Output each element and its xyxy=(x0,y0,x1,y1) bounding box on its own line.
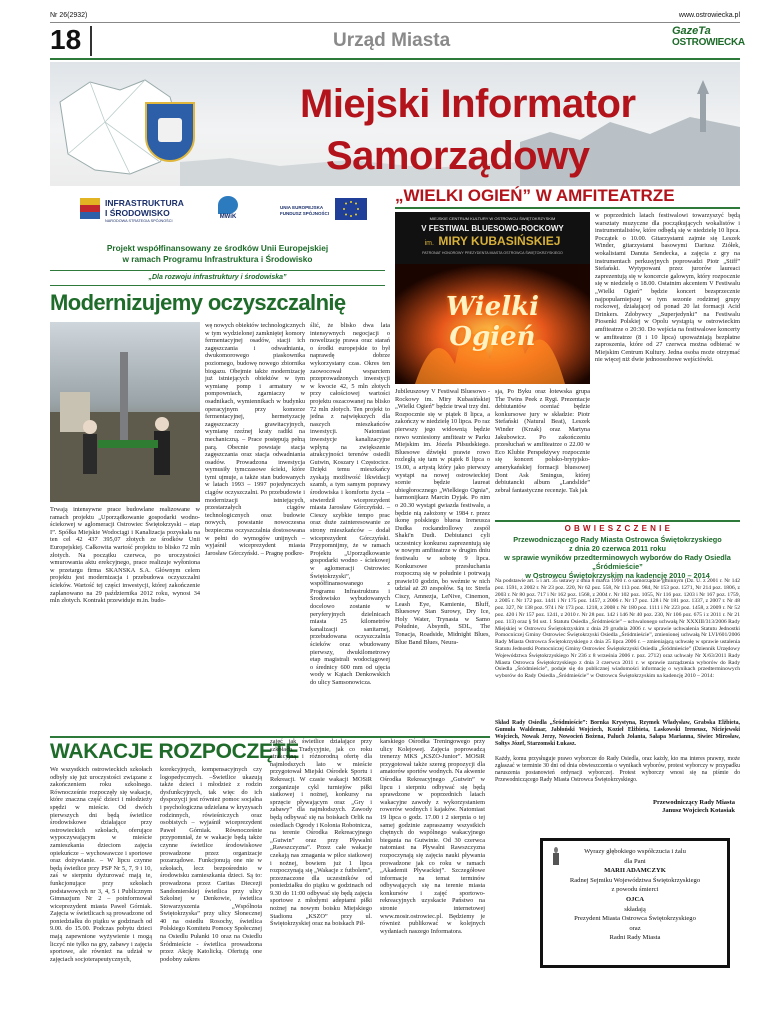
notice-sign2: Janusz Wojciech Kotasiak xyxy=(662,807,735,814)
notice-sub1: Przewodniczącego Rady Miasta Ostrowca Świętokrzyskiego xyxy=(513,535,722,544)
summer-headline: WAKACJE ROZPOCZĘTE xyxy=(50,740,299,763)
sewage-column-3: ślić, że blisko dwa lata intensywnych negocjacji o nowelizację prawa oraz starań o środki europejskie to był naprawdę dobrze wykorzystany czas. Okres ten zaowocował wsparciem przeprowadzonych inwestycji w kwocie 42, 5 mln złotych przy całościowej wartości projektu oszacowanej na blisko 72 mln złotych. Ten projekt to jedna z największych dla naszych mieszkańców inwestycji. Natomiast inwestycje kanalizacyjne wpłyną na zwiększenie atrakcyjności terenów osiedli Gutwin, Koszary i Częstocice. Dzięki temu mieszkańcy zyskają możliwość likwidacji szamb, a tym samym poprawy środowiska i komfortu życia – stwierdził wiceprezydent miasta Jarosław Górczyński. – Cieszy szybkie tempo prac oraz duże zainteresowanie ze strony mieszkańców – dodał wiceprezydent Górczyński. Przypomnijmy, że w ramach Projektu „Uporządkowanie gospodarki wodno - ściekowej w aglomeracji Ostrowiec Świętokrzyski”, współfinansowanego z Programu Infrastruktura i Środowisko wybudowanych docelowo zostanie w peryferyjnych dzielnicach miasta 25 kilometrów kanalizacji sanitarnej, przebudowana oczyszczalnia ścieków oraz wbudowany pierwszy, dwukilometrowy etap magistrali wodociągowej o średnicy 600 mm od ujęcia wody w Kątach Denkowskich do ulicy Samsonowicza. xyxy=(310,322,390,686)
sewage-column-2: wę nowych obiektów technologicznych w tym wydzielonej zamkniętej komory fermentacyjnej osadów, stacji ich zagęszczania i odwadniania, dwukomorowego piaskownika poziomego, budowę nowego zbiornika biogazu. Obejmie także modernizację już istniejących obiektów w tym wymianę pomp i armatury w pompowniach, zgarniaczy w osadnikach, wymiennikach w budynku operacyjnym przy komorze fermentacyjnej, hermetyzację zagęszczaczy grawitacyjnych, wymianę rzeźnej kraty radiki na mechaniczną. – Prace postępują pełną parą. Obecnie powstaje stacja zagęszczania oraz stacja odwadniania osadów. Prowadzona inwestycja wymusiły tymczasowe ścieki, które tymi ujmuje, a także stan budowanych w latach 1993 – 1997 pojedynczych ciągów oczyszczalni. Po przebudowie i modernizacji istniejących, przestarzałych ciągów technologicznych oraz budowie nowych, powstanie nowoczesna bezpieczna oczyszczalnia dostosowana w pełni do wymogów unijnych – wyjaśnił wiceprezydent miasta Jarosław Górczyński. – Pragnę podkre- xyxy=(205,322,305,557)
page-number: 18 xyxy=(50,24,82,55)
sewage-photo xyxy=(50,322,200,502)
condolence-l10: Radni Rady Miasta xyxy=(609,934,661,942)
notice-sign1: Przewodniczący Rady Miasta xyxy=(653,799,735,806)
notice-sub4: w Ostrowcu Świętokrzyskim na kadencję 2010 – 2014 xyxy=(525,571,710,580)
section-title: Urząd Miasta xyxy=(333,30,451,51)
condolence-l5: z powodu śmierci xyxy=(611,886,659,894)
festival-poster xyxy=(395,212,590,384)
condolence-l9: oraz xyxy=(629,924,641,932)
notice-sub2: z dnia 20 czerwca 2011 roku xyxy=(569,544,666,553)
condolence-l1: Wyrazy głębokiego współczucia i żalu xyxy=(584,848,686,855)
eu-caption-line2: w ramach Programu Infrastruktura i Środowisko xyxy=(122,254,313,264)
poster-name-prefix: im. xyxy=(424,240,434,247)
eu-rule-bottom xyxy=(50,285,385,286)
candle-icon xyxy=(551,847,561,865)
eu-rule-top xyxy=(50,270,385,271)
top-strip xyxy=(50,12,740,22)
sewage-photo-caption: Trwają intensywne prace budowlane realizowane w ramach projektu „Uporządkowanie gospodarki wodno-ściekowej w aglomeracji Ostrowiec Świętokrzyski – etap I”. Spółka Miejskie Wodociągi i Kanalizacja pozyskała na ten cel 42 437 395,07 złotych ze środków Unii Europejskiej. Całkowita wartość projektu to blisko 72 mln złotych. Na początku czerwca, po uroczystości wmurowania aktu erekcyjnego, prace realizuje wyłoniona w przetargu firma SKANSKA S.A. Głównym celem projektu jest modernizacja i przebudowa oczyszczalni ścieków. Wartość tej części inwestycji, której zakończenie zaplanowano na 29 października 2012 roku, wynosi 34 mln złotych. Kontrakt przewiduje m.in. budo- xyxy=(50,506,200,605)
eu-logo3-line2: FUNDUSZ SPÓJNOŚCI xyxy=(280,211,330,216)
website: www.ostrowiecka.pl xyxy=(678,12,740,19)
brand-logo xyxy=(672,25,745,56)
eu-logo1-line1: INFRASTRUKTURA xyxy=(105,198,184,208)
festival-column-b: sja, Po Byku oraz łotewska grupa The Twins Peek z Rygi. Prezentacje debiutantów oceniać będzie konkursowe jury w składzie: Piotr Stefański (Natural Beat), Leszek Winder (Krzak) oraz Martyna Jakubowicz. Po zakończeniu przesłuchań w amfiteatrze o 22.00 w Eco Klubie Perspektywy rozpocznie się koncert polsko-brytyjsko-amerykańskiej formacji bluesowej Dont Ask Smingus, której debiutancki album „Landslide” zebrał fantastyczne recenzje. Tak jak xyxy=(495,388,590,494)
summer-column-2: korekcyjnych, kompensacyjnych czy logopedycznych. –Świetlice ukazują także dzieci i młodzież z rodzin dysfunkcyjnych, tak więc do ich dyspozycji jest również pomoc socjalna i psychologiczna udzielana w kryzysach rodzinnych, rówieśniczych oraz osobistych – wyjaśnił wiceprezydent Paweł Górniak. Równocześnie przypomniał, że w wakacje będą także czynne świetlice środowiskowe prowadzone przez organizacje pozarządowe. Funkcjonują one nie w szkołach, lecz bezpośrednio w środowisku zamieszkania dzieci. Są to: prowadzona przez Caritas Diecezji Sandomierskiej świetlica przy ulicy Szkolnej w Denkowie, świetlica Stowarzyszenia „Wspólnota Świętokrzyska” przy ulicy Słonecznej 40 na osiedlu Rosochy, świetlica Polskiego Komitetu Pomocy Społecznej na Osiedlu Pułanki 10 oraz na Osiedlu Śródmieście - świetlica prowadzona przez Akcję Katolicką. Ofertują one podobny zakres xyxy=(160,766,262,963)
poster-patronage: PATRONAT HONOROWY PREZYDENTA MIASTA OSTROWCA ŚWIĘTOKRZYSKIEGO xyxy=(422,251,563,255)
summer-column-4: karskiego Ośrodka Treningowego przy ulicy Kolejowej. Zajęcia poprowadzą trenerzy MKS „KSZO-Junior”. MOSiR przygotował także szereg propozycji dla amatorów sportów wodnych. Na akwenie Ośrodka Rekreacyjnego „Gutwin” w lipcu i sierpniu odbywać się będą sprawdzone w poprzednich latach wakacyjne zawody z wykorzystaniem rowerów wodnych i kajaków. Natomiast 19 lipca o godz. 17.00 i 2 sierpnia o tej samej godzinie zapraszamy wszystkich chętnych do wspólnego wakacyjnego biegania na Gutwinie. Od 30 czerwca natomiast na Pływalni Rawszczyzna rozpoczynają się zajęcia nauki pływania prowadzone jak co roku w ramach „Akademii Pływackiej”. Szczegółowe informacje na temat terminów odbywających się na terenie miasta konkursów i zajęć sportowo-rekreacyjnych uzyskacie Państwo na stronie internetowej www.mosir.ostrowiec.pl. Będziemy je również publikować w kolejnych wydaniach naszego Informatora. xyxy=(380,738,485,935)
notice-signature xyxy=(495,799,735,815)
infrastructure-flag-icon xyxy=(80,198,100,224)
poster-organizer: MIEJSKIE CENTRUM KULTURY W OSTROWCU ŚWIĘTOKRZYSKIM xyxy=(429,216,556,221)
poster-name: MIRY KUBASIŃSKIEJ xyxy=(438,234,561,248)
notice-body2: Każdy, komu przysługuje prawo wyborcze do Rady Osiedla, oraz każdy, kto ma interes prawny, może zgłaszać w terminie 30 dni od dnia obwieszczenia o wynikach wyborów, protest wyborczy w przypadku naruszenia postanowień ordynacji wyborczej. Protest wyborczy wnosi się na piśmie do Przewodniczącego Rady Miasta Ostrowca Świętokrzyskiego. xyxy=(495,756,740,783)
poster-big-title: Wielki Ogień xyxy=(446,292,539,352)
eu-slogan: „Dla rozwoju infrastruktury i środowiska” xyxy=(148,274,287,281)
mwik-logo: MWiK xyxy=(219,214,237,220)
eu-logo1-line2: I ŚRODOWISKO xyxy=(105,208,170,218)
festival-column-right: w poprzednich latach festiwalowi towarzyszyć będą warsztaty muzyczne dla początkujących wokalistów i instrumentalistów, które odbędą się w niedzielę 10 lipca. Początek o 10.00. Gitarzystami zajmie się Leszek Winder, gitarzystami basowymi Dariusz Ziółek, wokalistami Danuta Sendecka, a zajęcia z gry na instrumentach perkusyjnych poprowadzi Piotr „Stiff” Stefański. Wytypowani przez jurorów laureaci zaprezentują się w koncercie galowym, który rozpocznie się w niedzielę o 18.00. Ostatnim akcentem V Festiwalu „Wielki Ogień” będzie koncert bezsprzecznie najpopularniejszej w tym sezonie rodzimej grupy rockowej, działającej od ponad 20 lat formacji Acid Drinkers. Zdobywcy „Superjedynki” na Festiwalu Piosenki Polskiej w Opolu wystąpią w ostrowieckim amfiteatrze o 20:30. Do wejścia na festiwalowe koncerty w amfiteatrze (8 i 10 lipca) upoważniają bezpłatne zaproszenia, które od 27 czerwca można odbierać w Miejskim Centrum Kultury. Jedna osoba może otrzymać nie więcej niż dwie jednoosobowe wejściówki. xyxy=(595,212,740,364)
sewage-headline: Modernizujemy oczyszczalnię xyxy=(50,290,346,315)
notice-rule xyxy=(495,520,740,522)
festival-rule xyxy=(395,207,740,209)
top-rule xyxy=(50,22,740,23)
condolence-box xyxy=(540,838,730,968)
festival-column-a: Jubileuszowy V Festiwal Bluesowo - Rockowy im. Miry Kubasińskiej „Wielki Ogień” będzie trwał trzy dni. Rozpocznie się w piątek 8 lipca, a zakończy w niedzielę 10 lipca. Po raz pierwszy jego widownią będzie nowo wzniesiony amfiteatr w Parku Miejskim im. Józefa Piłsudskiego. Bluesowe dźwięki prawie rowo rozległą się tam w piątek 8 lipca o 19.00, a artystą który jako pierwszy wystąpi na nowej ostrowieckiej scenie będzie laureat ubiegłorocznego „Wielkiego Ognia”, harmonijkarz Marcin Dyjak. Po nim o 20.30 wystąpi gwiazda festiwalu, a będzie nią założony w 1984 r. przez ikonę polskiego bluesa Ireneusza Dudka rockandrollowy zespół Shaki'n Dudi. Debiutanci cyli uczestnicy konkursu zaprezentują się w nowym amfiteatrze w drugim dniu festiwalu w sobotę 9 lipca. Konkursowe przesłuchania rozpoczną się w południe i potrwają prawie10 godzin, bo weźmie w nich udział aż 20 zespołów. Są to: Strefa Ciszy, Amnezja, LeNive, Cinemon, Leash Eye, Kamienie, Bluff, Bluesowy Stan Surowy, Dry Ice, Holy Water, Trynasta w Samo Południe, Absynth, SDL, The Tonacja, Roadside, Midnight Blues, Blue Band Blues, Neura- xyxy=(395,388,490,646)
mwik-drop-icon xyxy=(218,196,238,214)
summer-column-1: We wszystkich ostrowieckich szkołach odbyły się już uroczystości związane z zakończeniem roku szkolnego. Równocześnie rozpoczęły się wakacje, które znaczna część dzieci i młodzieży spędzi w mieście. Od dwóch pierwszych dni będą świetlice środowiskowe działające przy ostrowieckich szkołach, oferujące wypoczywającym w mieście zamieszkania dzieciom zajęcia opiekuńcze – wychowawcze i sportowe oraz dożywianie. – W lipcu czynne będą świetlice przy PSP Nr 5, 7, 9 i 10, zaś w sierpniu dyżurować mają te, funkcjonujące przy szkołach podstawowych nr 3, 4, 5 i Publicznym Gimnazjum Nr 2 – poinformował wiceprezydent miasta Paweł Górniak. Zajęcia w świetlicach są prowadzone od poniedziałku do piątku w godzinach od 9.00. do 15.00. Podczas pobytu dzieci mają zapewnione wyżywienie i mogą liczyć nie tylko na gry, zabawy i zajęcia sportowe, ale również na udział w zajęciach socjoterapeutycznych, xyxy=(50,766,152,963)
poster-title: V FESTIWAL BLUESOWO-ROCKOWY xyxy=(421,224,564,233)
eu-logos xyxy=(50,188,385,238)
eu-logo1-sub: NARODOWA STRATEGIA SPÓJNOŚCI xyxy=(105,219,173,223)
banner xyxy=(50,62,740,186)
condolence-l8: Prezydent Miasta Ostrowca Świętokrzyskiego xyxy=(574,915,696,923)
brand-top: GazeTa xyxy=(672,25,711,37)
condolence-l7: składają xyxy=(624,905,646,913)
header-rule xyxy=(50,58,740,60)
notice-header xyxy=(495,524,740,580)
notice-sub3: w sprawie wyników przedterminowych wyborów do Rady Osiedla „Śródmieście” xyxy=(504,553,731,571)
notice-members: Skład Rady Osiedla „Śródmieście”: Bornka Krystyna, Rzymek Władysław, Grabska Elżbieta, Gumuła Waldemar, Jabłoński Wojciech, Kozieł Elżbieta, Laskowski Ireneusz, Niciejewski Wojciech, Nowak Jerzy, Nowocień Bożena, Paluch Jolanta, Sałapa Marianna, Siwiec Mirosław, Sołtys Józef, Starzomski Łukasz. xyxy=(495,720,740,747)
brand-bottom: OSTROWIECKA xyxy=(672,37,745,48)
condolence-l3: MARII ADAMCZYK xyxy=(604,867,666,875)
festival-headline: „WIELKI OGIEŃ” W AMFITEATRZE xyxy=(395,186,675,205)
condolence-l4: Radnej Sejmiku Województwa Świętokrzyskiego xyxy=(569,876,701,884)
city-crest-icon xyxy=(145,102,195,162)
banner-title-line1: Miejski Informator xyxy=(300,82,636,126)
banner-title-line2: Samorządowy xyxy=(326,134,590,178)
notice-title: O B W I E S Z C Z E N I E xyxy=(564,524,671,533)
page-number-divider xyxy=(90,26,92,56)
eu-caption-line1: Projekt współfinansowany ze środków Unii Europejskiej xyxy=(106,243,329,253)
eu-flag-icon xyxy=(335,198,367,220)
notice-body: Na podstawie art. 5 i art. 35 ustawy z dnia 8 marca 1990 r. o samorządzie gminnym (Dz. U. z 2001 r. Nr 142 poz. 1591, z 2002 r. Nr 23 poz. 220, Nr 62 poz. 558, Nr 113 poz. 984, Nr 153 poz. 1271, Nr 214 poz. 1806, z 2003 r. Nr 80 poz. 717 i Nr 162 poz. 1568, z 2004 r. Nr 102 poz. 1055, Nr 116 poz. 1203 i Nr 167 poz. 1759, z 2005 r. Nr 172 poz. 1441 i Nr 175 poz. 1457, z 2006 r. Nr 17 poz. 128 i Nr 181 poz. 1337, z 2007 r. Nr 48 poz. 327, Nr 138 poz. 974 i Nr 173 poz. 1218, z 2008 r. Nr 180 poz. 1111 i Nr 223 poz. 1458, z 2009 r. Nr 52 poz. 420 i Nr 157 poz. 1241, z 2010 r. Nr 28 poz. 142 i 146 Nr 40 poz. 230, Nr 106 poz. 675 i z 2011 r. Nr 21 poz. 113) oraz § 94 ust. 1 Statutu Osiedla „Śródmieście” – uchwalonego uchwałą Nr XXXIII/313/2006 Rady Miejskiej w Ostrowcu Świętokrzyskim z dnia 29 grudnia 2006 r. w sprawie uchwalenia Statutu Jednostki Pomocniczej Gminy Ostrowiec Świętokrzyski Osiedla „Śródmieście”, zmienionej uchwałą Nr LVI/601/2006 Rady Miasta Ostrowca Świętokrzyskiego z dnia 25 lipca 2006 r. – zmieniającą uchwałę w sprawie ustalenia Statutu Jednostki Pomocniczej Gminy Ostrowiec Świętokrzyski Osiedla „Śródmieście” (Dziennik Urzędowy Województwa Świętokrzyskiego Nr 236 z 8 września 2006 r. poz. 2712) oraz uchwały Nr X/63/2011 Rady Miasta Ostrowca Świętokrzyskiego z dnia 3 czerwca 2011 r. w sprawie zarządzenia wyborów do Rady Osiedla „Śródmieście”, podaje się do publicznej wiadomości informację o wynikach przedterminowych wyborów do Rady Osiedla „Śródmieście” w Ostrowcu Świętokrzyskim na kadencję 2010 – 2014: xyxy=(495,578,740,680)
eu-logo3-line1: UNIA EUROPEJSKA xyxy=(280,205,324,210)
condolence-l6: OJCA xyxy=(626,895,644,903)
issue-number: Nr 26(2932) xyxy=(50,12,88,19)
condolence-l2: dla Pani xyxy=(624,857,646,865)
summer-column-3: zajęć jak świetlice działające przy szkołach. Tradycyjnie, jak co roku atrakcyjną i różnorodną ofertę dla najmłodszych lato w mieście przygotował Miejski Ośrodek Sportu i Rekreacji. W czasie wakacji MOSiR zorganizuje cykl turniejów piłki siatkowej i nożnej, konkursy na sprzęcie pływającym oraz „Gry i zabawy” dla najmłodszych. Zawody będą odbywać się na boiskach Orlik na osiedlach Ogrody i Kolonia Robotnicza, na terenie Ośrodka Rekreacyjnego „Gutwin” oraz przy Pływalni „Rawszczyzna”. Przez całe wakacje czekają nas zmagania w piłce siatkowej i nożnej, bowiem już 1 lipca rozpoczynają się „Wakacje z futbolem”, przeznaczone dla uczestników od poniedziałku do piątku w godzinach od 9.30 do 11:00 odbywać się będą zajęcia sportowe z młodymi adeptami piłki nożnej na nowym boisku Miejskiego Stadionu „KSZO” przy ul. Świętokrzyskiej oraz na boiskach Pił- xyxy=(270,738,372,928)
